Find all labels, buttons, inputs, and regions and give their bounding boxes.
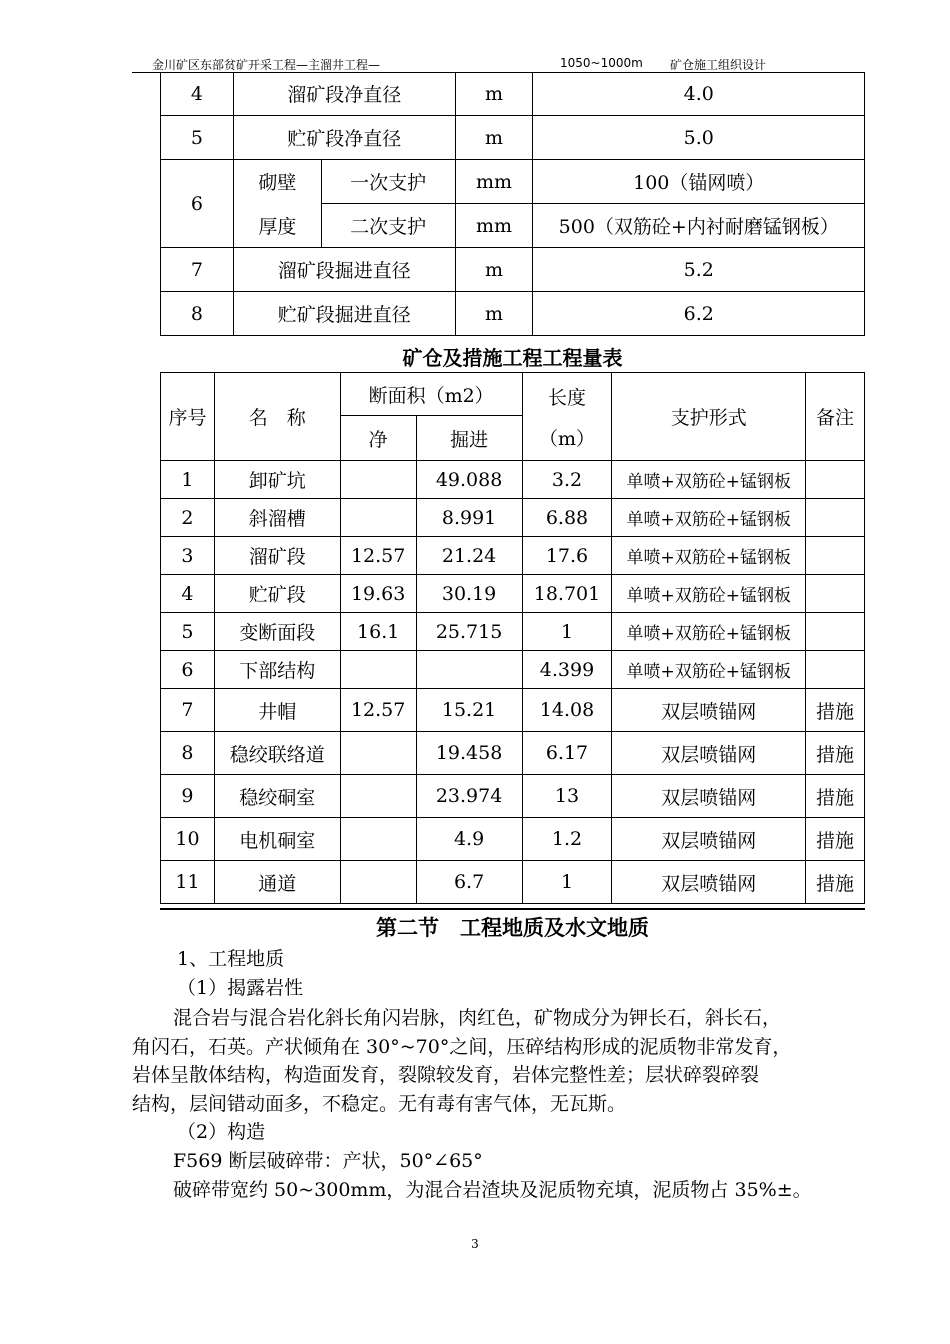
cell-excav: 23.974 (416, 775, 522, 818)
header-right: 矿仓施工组织设计 (670, 58, 767, 72)
col-header-no: 序号 (161, 373, 215, 461)
header-left: 金川矿区东部贫矿开采工程—主溜井工程— (152, 58, 381, 72)
page-number: 3 (471, 1237, 479, 1251)
row-no: 7 (161, 248, 234, 292)
cell-excav: 30.19 (416, 575, 522, 613)
cell-excav: 6.7 (416, 861, 522, 904)
header-middle: 1050~1000m (560, 56, 643, 70)
table-row (161, 575, 865, 613)
cell-no: 2 (161, 499, 215, 537)
table-row (161, 689, 865, 732)
table-row (161, 499, 865, 537)
cell-excav: 8.991 (416, 499, 522, 537)
cell-excav (416, 651, 522, 689)
cell-len: 18.701 (522, 575, 612, 613)
row-subname: 一次支护 (321, 160, 455, 204)
cell-note: 措施 (806, 818, 865, 861)
cell-len: 1 (522, 861, 612, 904)
col-header-support: 支护形式 (612, 373, 806, 461)
table-row (161, 72, 865, 116)
cell-note: 措施 (806, 689, 865, 732)
heading-1: 1、工程地质 (177, 948, 285, 970)
cell-name: 通道 (214, 861, 340, 904)
spec-table (160, 72, 865, 336)
cell-support: 双层喷锚网 (612, 689, 806, 732)
table-row (161, 775, 865, 818)
cell-support: 双层喷锚网 (612, 732, 806, 775)
cell-net (340, 499, 416, 537)
row-no: 5 (161, 116, 234, 160)
cell-name: 稳绞硐室 (214, 775, 340, 818)
cell-no: 9 (161, 775, 215, 818)
cell-note (806, 499, 865, 537)
cell-name: 斜溜槽 (214, 499, 340, 537)
table-row (161, 861, 865, 904)
row-value: 5.0 (533, 116, 865, 160)
cell-no: 6 (161, 651, 215, 689)
paragraph-line: F569 断层破碎带：产状，50°∠65° (173, 1150, 483, 1172)
cell-name: 井帽 (214, 689, 340, 732)
cell-no: 11 (161, 861, 215, 904)
cell-len: 6.88 (522, 499, 612, 537)
cell-support: 双层喷锚网 (612, 861, 806, 904)
quantity-table (160, 372, 865, 904)
cell-len: 17.6 (522, 537, 612, 575)
cell-name: 稳绞联络道 (214, 732, 340, 775)
col-header-excav: 掘进 (416, 416, 522, 461)
col-header-name: 名 称 (214, 373, 340, 461)
row-no: 6 (161, 160, 234, 248)
cell-support: 单喷+双筋砼+锰钢板 (612, 499, 806, 537)
table-row (161, 248, 865, 292)
header-row (161, 373, 865, 416)
row-name: 溜矿段净直径 (233, 72, 455, 116)
cell-excav: 49.088 (416, 461, 522, 499)
table-row (161, 537, 865, 575)
cell-no: 8 (161, 732, 215, 775)
cell-support: 单喷+双筋砼+锰钢板 (612, 461, 806, 499)
cell-len: 4.399 (522, 651, 612, 689)
paragraph-line: 岩体呈散体结构，构造面发育，裂隙较发育，岩体完整性差；层状碎裂碎裂 (132, 1064, 760, 1086)
cell-note: 措施 (806, 775, 865, 818)
cell-no: 10 (161, 818, 215, 861)
cell-name: 贮矿段 (214, 575, 340, 613)
cell-support: 单喷+双筋砼+锰钢板 (612, 575, 806, 613)
heading-1a: （1）揭露岩性 (177, 977, 304, 999)
row-unit: m (455, 248, 533, 292)
col-header-note: 备注 (806, 373, 865, 461)
cell-net (340, 861, 416, 904)
cell-note (806, 461, 865, 499)
cell-note (806, 651, 865, 689)
paragraph-line: 结构，层间错动面多，不稳定。无有毒有害气体，无瓦斯。 (132, 1093, 627, 1115)
table-row (161, 292, 865, 336)
table-row (161, 461, 865, 499)
cell-support: 单喷+双筋砼+锰钢板 (612, 537, 806, 575)
cell-excav: 4.9 (416, 818, 522, 861)
cell-excav: 21.24 (416, 537, 522, 575)
cell-note: 措施 (806, 861, 865, 904)
cell-support: 单喷+双筋砼+锰钢板 (612, 651, 806, 689)
cell-no: 5 (161, 613, 215, 651)
table-row (161, 204, 865, 248)
row-no: 8 (161, 292, 234, 336)
cell-name: 溜矿段 (214, 537, 340, 575)
paragraph-line: 混合岩与混合岩化斜长角闪岩脉，肉红色，矿物成分为钾长石，斜长石， (173, 1007, 782, 1029)
row-unit: m (455, 292, 533, 336)
cell-support: 单喷+双筋砼+锰钢板 (612, 613, 806, 651)
row-name: 贮矿段掘进直径 (233, 292, 455, 336)
cell-no: 1 (161, 461, 215, 499)
heading-1b: （2）构造 (177, 1121, 266, 1143)
paragraph-line: 破碎带宽约 50~300mm，为混合岩渣块及泥质物充填，泥质物占 35%±。 (173, 1179, 812, 1201)
cell-net: 16.1 (340, 613, 416, 651)
row-unit: mm (455, 204, 533, 248)
row-value: 500（双筋砼+内衬耐磨锰钢板） (533, 204, 865, 248)
row-value: 4.0 (533, 72, 865, 116)
cell-name: 电机硐室 (214, 818, 340, 861)
cell-len: 1.2 (522, 818, 612, 861)
table-row (161, 116, 865, 160)
row-subname: 二次支护 (321, 204, 455, 248)
row-name: 溜矿段掘进直径 (233, 248, 455, 292)
row-unit: m (455, 116, 533, 160)
cell-net (340, 775, 416, 818)
cell-net (340, 818, 416, 861)
row-unit: m (455, 72, 533, 116)
group-label-a: 砌壁 (233, 160, 321, 204)
table-row (161, 651, 865, 689)
length-label: 长度 (547, 386, 586, 409)
cell-note (806, 613, 865, 651)
cell-excav: 25.715 (416, 613, 522, 651)
col-header-net: 净 (340, 416, 416, 461)
col-header-length (522, 373, 612, 461)
cell-name: 卸矿坑 (214, 461, 340, 499)
cell-net: 19.63 (340, 575, 416, 613)
row-unit: mm (455, 160, 533, 204)
cell-len: 6.17 (522, 732, 612, 775)
row-no: 4 (161, 72, 234, 116)
row-value: 100（锚网喷） (533, 160, 865, 204)
table-row (161, 160, 865, 204)
row-value: 6.2 (533, 292, 865, 336)
table-row (161, 613, 865, 651)
section-title: 第二节 工程地质及水文地质 (160, 908, 865, 942)
cell-excav: 15.21 (416, 689, 522, 732)
cell-note (806, 537, 865, 575)
cell-net (340, 732, 416, 775)
row-name: 贮矿段净直径 (233, 116, 455, 160)
cell-name: 下部结构 (214, 651, 340, 689)
cell-note: 措施 (806, 732, 865, 775)
cell-net (340, 461, 416, 499)
cell-no: 4 (161, 575, 215, 613)
table-row (161, 732, 865, 775)
cell-len: 3.2 (522, 461, 612, 499)
paragraph-line: 角闪石，石英。产状倾角在 30°~70°之间，压碎结构形成的泥质物非常发育， (132, 1036, 792, 1058)
quantity-table-title: 矿仓及措施工程工程量表 (402, 346, 623, 370)
cell-net: 12.57 (340, 537, 416, 575)
cell-no: 7 (161, 689, 215, 732)
cell-net (340, 651, 416, 689)
col-header-area: 断面积（m2） (340, 373, 522, 416)
cell-len: 1 (522, 613, 612, 651)
table-row (161, 818, 865, 861)
page-header (132, 52, 864, 73)
cell-len: 13 (522, 775, 612, 818)
cell-name: 变断面段 (214, 613, 340, 651)
group-label-b: 厚度 (233, 204, 321, 248)
cell-net: 12.57 (340, 689, 416, 732)
length-unit: （m） (538, 427, 596, 450)
cell-support: 双层喷锚网 (612, 818, 806, 861)
row-value: 5.2 (533, 248, 865, 292)
cell-len: 14.08 (522, 689, 612, 732)
cell-note (806, 575, 865, 613)
cell-excav: 19.458 (416, 732, 522, 775)
cell-no: 3 (161, 537, 215, 575)
cell-support: 双层喷锚网 (612, 775, 806, 818)
